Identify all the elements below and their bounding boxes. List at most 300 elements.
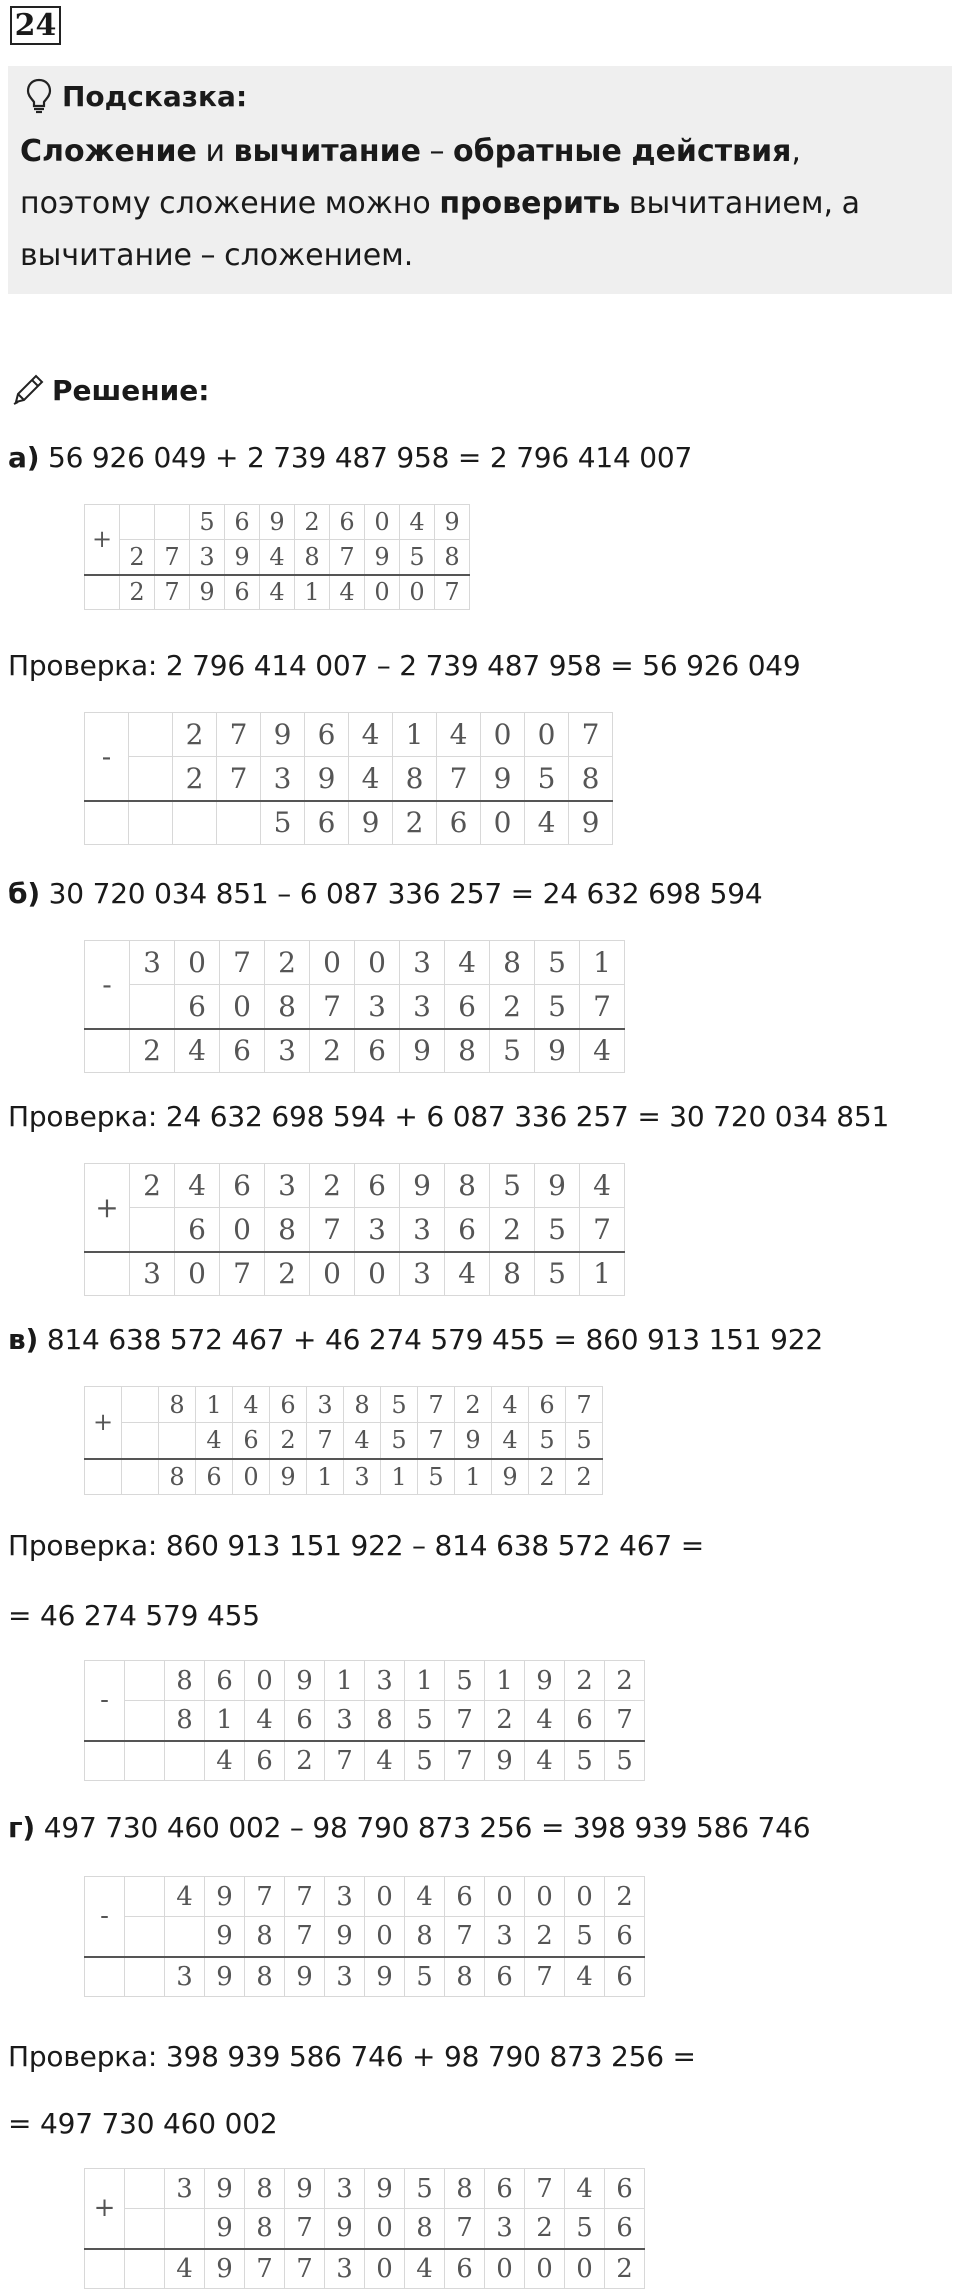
digit-cell: 2: [566, 1459, 603, 1495]
digit-cell: 8: [490, 1252, 535, 1296]
digit-cell: 9: [190, 575, 225, 610]
digit-cell: 1: [205, 1701, 245, 1741]
digit-cell: 3: [130, 941, 175, 985]
check-text: Проверка: 2 796 414 007 – 2 739 487 958 = 56 926 049: [8, 649, 801, 682]
digit-cell: 9: [225, 540, 260, 575]
digit-cell: 4: [400, 505, 435, 540]
operator-sign: +: [85, 1164, 130, 1252]
digit-cell: 9: [205, 1917, 245, 1957]
digit-cell: 4: [175, 1029, 220, 1073]
hint-plain-text: , поэтому сложение можно: [20, 134, 801, 221]
empty-cell: [122, 1387, 159, 1423]
digit-cell: 1: [485, 1661, 525, 1701]
digit-cell: 7: [220, 941, 265, 985]
digit-cell: 8: [445, 1029, 490, 1073]
empty-cell: [120, 505, 155, 540]
operator-sign: -: [85, 1877, 125, 1957]
digit-cell: 7: [217, 757, 261, 801]
digit-cell: 9: [455, 1423, 492, 1459]
digit-cell: 5: [565, 1917, 605, 1957]
operator-sign: -: [85, 1661, 125, 1741]
digit-cell: 3: [325, 2249, 365, 2289]
operand-row: [85, 540, 470, 575]
digit-cell: 0: [355, 941, 400, 985]
digit-cell: 9: [325, 1917, 365, 1957]
digit-cell: 7: [569, 713, 613, 757]
digit-cell: 5: [535, 1208, 580, 1252]
digit-cell: 5: [490, 1164, 535, 1208]
operator-sign: -: [85, 713, 129, 801]
digit-cell: 7: [330, 540, 365, 575]
digit-cell: 7: [217, 713, 261, 757]
digit-cell: 7: [525, 2169, 565, 2209]
digit-cell: 6: [437, 801, 481, 845]
digit-cell: 7: [245, 1877, 285, 1917]
digit-cell: 3: [165, 1957, 205, 1997]
digit-cell: 7: [418, 1423, 455, 1459]
digit-cell: 9: [349, 801, 393, 845]
digit-cell: 7: [445, 1741, 485, 1781]
empty-cell: [85, 1252, 130, 1296]
digit-cell: 6: [270, 1387, 307, 1423]
digit-cell: 0: [365, 1917, 405, 1957]
digit-cell: 0: [565, 1877, 605, 1917]
check-text: Проверка: 860 913 151 922 – 814 638 572 467 =: [8, 1529, 704, 1562]
digit-cell: 0: [245, 1661, 285, 1701]
digit-cell: 5: [565, 1741, 605, 1781]
digit-cell: 4: [405, 1877, 445, 1917]
digit-cell: 5: [405, 2169, 445, 2209]
empty-cell: [173, 801, 217, 845]
digit-cell: 5: [190, 505, 225, 540]
digit-cell: 4: [165, 1877, 205, 1917]
digit-cell: 9: [285, 1957, 325, 1997]
digit-cell: 3: [325, 1957, 365, 1997]
digit-cell: 2: [565, 1661, 605, 1701]
digit-cell: 4: [365, 1741, 405, 1781]
digit-cell: 1: [325, 1661, 365, 1701]
digit-cell: 5: [535, 985, 580, 1029]
digit-cell: 9: [285, 2169, 325, 2209]
digit-cell: 6: [565, 1701, 605, 1741]
operator-sign: +: [85, 505, 120, 575]
digit-cell: 2: [605, 1661, 645, 1701]
digit-cell: 4: [492, 1423, 529, 1459]
empty-cell: [125, 1957, 165, 1997]
digit-cell: 8: [445, 2169, 485, 2209]
digit-cell: 4: [492, 1387, 529, 1423]
digit-cell: 6: [205, 1661, 245, 1701]
digit-cell: 8: [295, 540, 330, 575]
digit-cell: 2: [173, 757, 217, 801]
digit-cell: 2: [490, 1208, 535, 1252]
digit-cell: 1: [455, 1459, 492, 1495]
equation-text: 814 638 572 467 + 46 274 579 455 = 860 913 151 922: [38, 1323, 823, 1356]
digit-cell: 3: [325, 1701, 365, 1741]
digit-cell: 5: [445, 1661, 485, 1701]
digit-cell: 0: [525, 713, 569, 757]
digit-cell: 9: [485, 1741, 525, 1781]
operand-row: [85, 1661, 645, 1701]
empty-cell: [85, 1459, 122, 1495]
digit-cell: 7: [155, 540, 190, 575]
digit-cell: 6: [175, 985, 220, 1029]
digit-cell: 2: [310, 1029, 355, 1073]
digit-cell: 5: [261, 801, 305, 845]
digit-cell: 8: [165, 1661, 205, 1701]
hint-box: [8, 66, 952, 294]
hint-plain-text: вычитанием, а вычитание – сложением.: [20, 186, 860, 273]
digit-cell: 4: [437, 713, 481, 757]
operator-sign: -: [85, 941, 130, 1029]
digit-cell: 6: [225, 575, 260, 610]
result-row: [85, 575, 470, 610]
empty-cell: [125, 1917, 165, 1957]
digit-cell: 6: [175, 1208, 220, 1252]
digit-cell: 6: [285, 1701, 325, 1741]
empty-cell: [129, 713, 173, 757]
digit-cell: 8: [405, 1917, 445, 1957]
equation-text: 30 720 034 851 – 6 087 336 257 = 24 632 698 594: [39, 877, 763, 910]
digit-cell: 6: [196, 1459, 233, 1495]
check-b: [8, 1097, 889, 1137]
equation-b: [8, 874, 762, 914]
digit-cell: 5: [605, 1741, 645, 1781]
digit-cell: 6: [605, 1957, 645, 1997]
digit-cell: 6: [305, 801, 349, 845]
digit-cell: 9: [525, 1661, 565, 1701]
digit-cell: 6: [485, 2169, 525, 2209]
digit-cell: 3: [400, 1208, 445, 1252]
digit-cell: 2: [173, 713, 217, 757]
digit-cell: 1: [405, 1661, 445, 1701]
digit-cell: 3: [485, 1917, 525, 1957]
digit-cell: 7: [310, 1208, 355, 1252]
digit-cell: 8: [569, 757, 613, 801]
digit-cell: 4: [525, 801, 569, 845]
digit-cell: 9: [325, 2209, 365, 2249]
digit-cell: 5: [566, 1423, 603, 1459]
digit-cell: 4: [580, 1164, 625, 1208]
digit-cell: 5: [405, 1701, 445, 1741]
equation-text: 497 730 460 002 – 98 790 873 256 = 398 939 586 746: [35, 1811, 811, 1844]
operator-sign: +: [85, 1387, 122, 1459]
empty-cell: [125, 1701, 165, 1741]
digit-cell: 4: [525, 1701, 565, 1741]
hint-text: [20, 126, 940, 282]
result-row: [85, 1741, 645, 1781]
digit-cell: 8: [159, 1387, 196, 1423]
check-text: = 497 730 460 002: [8, 2107, 278, 2140]
digit-cell: 9: [365, 2169, 405, 2209]
digit-cell: 5: [525, 757, 569, 801]
digit-cell: 7: [285, 2249, 325, 2289]
digit-cell: 0: [310, 941, 355, 985]
digit-cell: 8: [165, 1701, 205, 1741]
digit-cell: 2: [130, 1164, 175, 1208]
empty-cell: [125, 1877, 165, 1917]
column-calculation-table: [84, 2168, 645, 2289]
digit-cell: 4: [445, 1252, 490, 1296]
column-calculation-table: [84, 1876, 645, 1997]
empty-cell: [85, 2249, 125, 2289]
digit-cell: 9: [205, 2209, 245, 2249]
digit-cell: 9: [285, 1661, 325, 1701]
result-row: [85, 801, 613, 845]
digit-cell: 3: [400, 985, 445, 1029]
operand-row: [85, 985, 625, 1029]
empty-cell: [125, 2209, 165, 2249]
digit-cell: 9: [400, 1029, 445, 1073]
digit-cell: 3: [325, 2169, 365, 2209]
digit-cell: 7: [445, 2209, 485, 2249]
digit-cell: 0: [365, 2209, 405, 2249]
digit-cell: 4: [165, 2249, 205, 2289]
digit-cell: 2: [265, 941, 310, 985]
digit-cell: 0: [365, 575, 400, 610]
check-a: [8, 646, 801, 686]
operator-sign: +: [85, 2169, 125, 2249]
digit-cell: 8: [490, 941, 535, 985]
digit-cell: 1: [307, 1459, 344, 1495]
empty-cell: [130, 1208, 175, 1252]
check-text: = 46 274 579 455: [8, 1599, 260, 1632]
digit-cell: 2: [490, 985, 535, 1029]
empty-cell: [165, 1917, 205, 1957]
digit-cell: 2: [393, 801, 437, 845]
digit-cell: 7: [525, 1957, 565, 1997]
digit-cell: 7: [605, 1701, 645, 1741]
digit-cell: 8: [245, 1957, 285, 1997]
digit-cell: 9: [535, 1029, 580, 1073]
digit-cell: 0: [175, 941, 220, 985]
column-calculation-table: [84, 1660, 645, 1781]
digit-cell: 7: [245, 2249, 285, 2289]
digit-cell: 4: [565, 2169, 605, 2209]
digit-cell: 7: [445, 1701, 485, 1741]
digit-cell: 3: [130, 1252, 175, 1296]
digit-cell: 8: [245, 2169, 285, 2209]
empty-cell: [129, 801, 173, 845]
digit-cell: 3: [165, 2169, 205, 2209]
digit-cell: 6: [529, 1387, 566, 1423]
digit-cell: 1: [580, 1252, 625, 1296]
digit-cell: 7: [418, 1387, 455, 1423]
digit-cell: 6: [225, 505, 260, 540]
operand-row: [85, 2209, 645, 2249]
digit-cell: 4: [260, 540, 295, 575]
digit-cell: 9: [569, 801, 613, 845]
digit-cell: 0: [485, 2249, 525, 2289]
empty-cell: [122, 1423, 159, 1459]
equation-label: б): [8, 877, 40, 910]
digit-cell: 8: [344, 1387, 381, 1423]
digit-cell: 9: [205, 2249, 245, 2289]
operand-row: [85, 1387, 603, 1423]
equation-g: [8, 1808, 810, 1848]
digit-cell: 9: [270, 1459, 307, 1495]
digit-cell: 2: [605, 2249, 645, 2289]
equation-v: [8, 1320, 823, 1360]
digit-cell: 6: [220, 1029, 265, 1073]
digit-cell: 8: [445, 1957, 485, 1997]
digit-cell: 7: [285, 2209, 325, 2249]
digit-cell: 5: [535, 941, 580, 985]
digit-cell: 6: [445, 2249, 485, 2289]
digit-cell: 2: [455, 1387, 492, 1423]
digit-cell: 4: [245, 1701, 285, 1741]
digit-cell: 9: [400, 1164, 445, 1208]
equation-label: а): [8, 441, 40, 474]
digit-cell: 2: [120, 575, 155, 610]
digit-cell: 4: [525, 1741, 565, 1781]
digit-cell: 4: [196, 1423, 233, 1459]
digit-cell: 5: [565, 2209, 605, 2249]
digit-cell: 9: [492, 1459, 529, 1495]
digit-cell: 2: [270, 1423, 307, 1459]
digit-cell: 9: [535, 1164, 580, 1208]
column-calculation-table: [84, 940, 625, 1073]
digit-cell: 7: [155, 575, 190, 610]
empty-cell: [129, 757, 173, 801]
digit-cell: 4: [349, 757, 393, 801]
empty-cell: [125, 2169, 165, 2209]
digit-cell: 2: [605, 1877, 645, 1917]
digit-cell: 8: [265, 985, 310, 1029]
empty-cell: [85, 801, 129, 845]
digit-cell: 7: [566, 1387, 603, 1423]
digit-cell: 2: [525, 1917, 565, 1957]
equation-label: в): [8, 1323, 39, 1356]
digit-cell: 6: [485, 1957, 525, 1997]
digit-cell: 0: [400, 575, 435, 610]
digit-cell: 4: [349, 713, 393, 757]
digit-cell: 6: [605, 2209, 645, 2249]
check-v: [8, 1526, 704, 1566]
operand-row: [85, 713, 613, 757]
digit-cell: 0: [525, 2249, 565, 2289]
digit-cell: 9: [305, 757, 349, 801]
digit-cell: 8: [435, 540, 470, 575]
digit-cell: 3: [261, 757, 305, 801]
operand-row: [85, 1877, 645, 1917]
digit-cell: 7: [307, 1423, 344, 1459]
empty-cell: [165, 1741, 205, 1781]
digit-cell: 4: [344, 1423, 381, 1459]
digit-cell: 8: [159, 1459, 196, 1495]
check-g-result: [8, 2104, 277, 2144]
digit-cell: 9: [481, 757, 525, 801]
digit-cell: 8: [265, 1208, 310, 1252]
digit-cell: 2: [285, 1741, 325, 1781]
digit-cell: 5: [381, 1423, 418, 1459]
digit-cell: 3: [355, 985, 400, 1029]
empty-cell: [85, 1029, 130, 1073]
digit-cell: 9: [205, 1957, 245, 1997]
digit-cell: 0: [365, 1877, 405, 1917]
digit-cell: 0: [233, 1459, 270, 1495]
digit-cell: 2: [525, 2209, 565, 2249]
hint-title: [20, 76, 940, 116]
digit-cell: 3: [307, 1387, 344, 1423]
digit-cell: 9: [205, 1877, 245, 1917]
digit-cell: 4: [580, 1029, 625, 1073]
digit-cell: 5: [529, 1423, 566, 1459]
digit-cell: 0: [481, 801, 525, 845]
digit-cell: 1: [393, 713, 437, 757]
digit-cell: 5: [405, 1957, 445, 1997]
digit-cell: 2: [120, 540, 155, 575]
digit-cell: 4: [565, 1957, 605, 1997]
operand-row: [85, 2169, 645, 2209]
digit-cell: 3: [400, 941, 445, 985]
digit-cell: 2: [130, 1029, 175, 1073]
column-calculation-table: [84, 1386, 603, 1495]
digit-cell: 0: [365, 505, 400, 540]
check-v-result: [8, 1596, 260, 1636]
result-row: [85, 1957, 645, 1997]
digit-cell: 9: [205, 2169, 245, 2209]
digit-cell: 2: [265, 1252, 310, 1296]
digit-cell: 9: [435, 505, 470, 540]
digit-cell: 8: [393, 757, 437, 801]
empty-cell: [125, 1661, 165, 1701]
equation-label: г): [8, 1811, 36, 1844]
digit-cell: 0: [525, 1877, 565, 1917]
digit-cell: 3: [400, 1252, 445, 1296]
digit-cell: 7: [437, 757, 481, 801]
lightbulb-icon: [26, 78, 52, 114]
empty-cell: [165, 2209, 205, 2249]
equation-a: [8, 438, 692, 478]
empty-cell: [85, 1957, 125, 1997]
digit-cell: 0: [485, 1877, 525, 1917]
column-calculation-table: [84, 712, 613, 845]
digit-cell: 3: [355, 1208, 400, 1252]
digit-cell: 5: [418, 1459, 455, 1495]
operand-row: [85, 1208, 625, 1252]
equation-text: 56 926 049 + 2 739 487 958 = 2 796 414 007: [39, 441, 693, 474]
digit-cell: 6: [220, 1164, 265, 1208]
check-text: Проверка: 24 632 698 594 + 6 087 336 257 = 30 720 034 851: [8, 1100, 890, 1133]
digit-cell: 8: [245, 2209, 285, 2249]
task-number: 24: [10, 6, 61, 45]
check-text: Проверка: 398 939 586 746 + 98 790 873 256 =: [8, 2040, 696, 2073]
empty-cell: [85, 1741, 125, 1781]
digit-cell: 1: [295, 575, 330, 610]
pencil-icon: [10, 372, 46, 408]
digit-cell: 7: [435, 575, 470, 610]
result-row: [85, 1029, 625, 1073]
digit-cell: 0: [220, 985, 265, 1029]
digit-cell: 9: [365, 540, 400, 575]
solution-heading: [10, 368, 209, 412]
digit-cell: 7: [285, 1917, 325, 1957]
digit-cell: 9: [365, 1957, 405, 1997]
digit-cell: 6: [355, 1029, 400, 1073]
digit-cell: 4: [445, 941, 490, 985]
empty-cell: [159, 1423, 196, 1459]
digit-cell: 5: [400, 540, 435, 575]
digit-cell: 2: [529, 1459, 566, 1495]
operand-row: [85, 505, 470, 540]
digit-cell: 8: [365, 1701, 405, 1741]
empty-cell: [125, 1741, 165, 1781]
digit-cell: 7: [580, 1208, 625, 1252]
digit-cell: 6: [445, 1208, 490, 1252]
digit-cell: 1: [381, 1459, 418, 1495]
hint-bold-text: Сложение: [20, 134, 197, 169]
